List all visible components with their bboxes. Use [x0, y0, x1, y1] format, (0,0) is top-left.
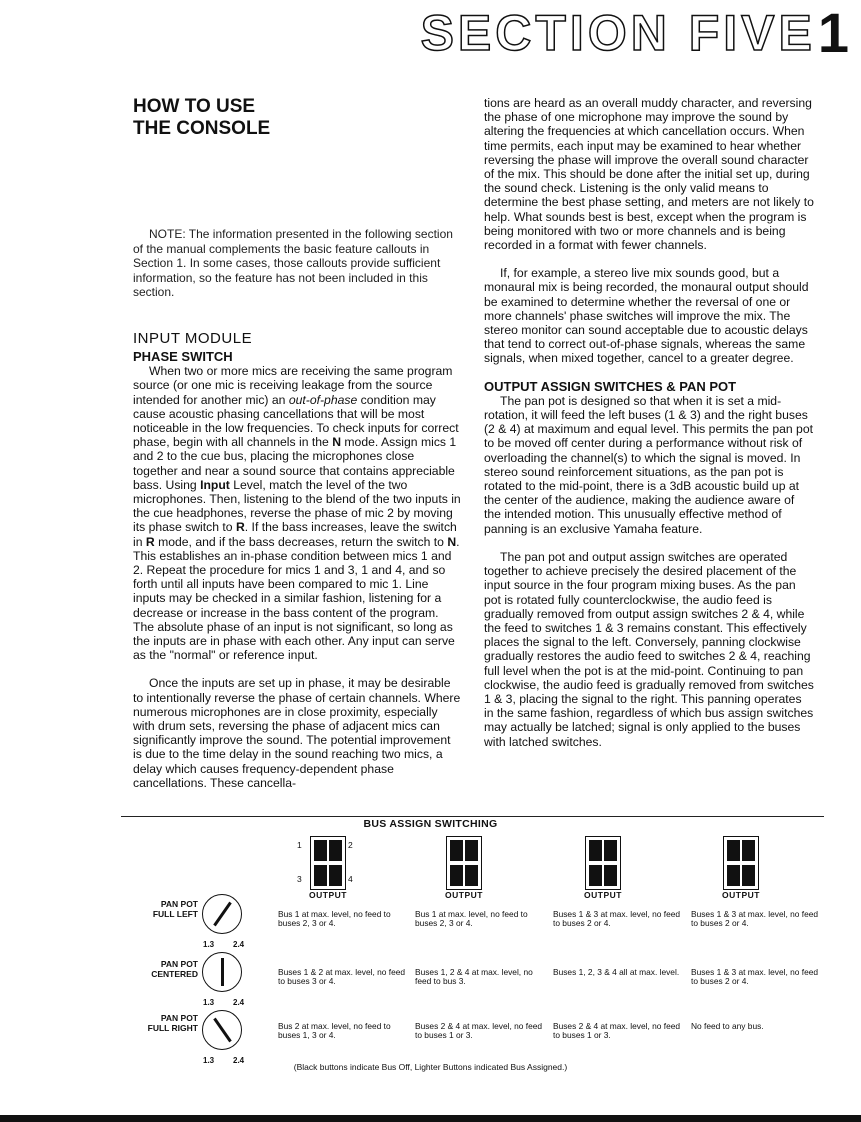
right-paragraph-1: tions are heard as an overall muddy character, and reversing the phase of one microphone may improve the sound by altering the frequencies at which cancellation occurs. When time permits, each input may be examined to hear whether reversing the phase will improve the overall sound character of the mix. This should be done after the initial set up, during the sound check. Listening is the only valid means to determine the best phase setting, and meters are not likely to help. What sounds best is best, except when the program is being monitored with two or more channels and is being recorded in a format with fewer channels. [484, 96, 814, 253]
pan-label-line: PAN POT [160, 1013, 198, 1023]
right-paragraph-4: The pan pot and output assign switches are operated together to achieve precisely the desired placement of the input source in the four program mixing buses. As the pan pot is rotated fully counterclockwise, the audio feed is gradually removed from output assign switches 2 & 4, while the feed to switches 1 & 3 remains constant. This effectively places the signal to the left. Conversely, panning clockwise gradually restores the audio feed to switches 2 & 4, reaching full level when the pot is at the mid-point. Continuing to pan clockwise, the audio feed is gradually removed from switches 1 & 3, placing the signal to the right. This panning operates in the same fashion, regardless of which bus assign switches may actually be latched; signal is only applied to the buses with latched switches. [484, 549, 814, 749]
switch-number-1: 1 [297, 840, 302, 850]
pan-label-full-right [118, 1014, 198, 1033]
section-word: SECTION FIVE [420, 5, 816, 61]
cell-r3-c2: Buses 2 & 4 at max. level, no feed to buses 1 or 3. [415, 1021, 543, 1041]
input-module-heading: INPUT MODULE [133, 330, 253, 347]
pan-label-line: FULL RIGHT [147, 1022, 198, 1033]
knob-scale-right: 2.4 [233, 1056, 245, 1065]
text-run: mode, and if the bass decreases, return the switch to [154, 534, 448, 549]
figure-title: BUS ASSIGN SWITCHING [363, 818, 498, 830]
bus-button-4 [604, 865, 617, 886]
knob-scale-left: 1.3 [203, 940, 215, 949]
bus-button-2 [742, 840, 755, 861]
text-run: mode. Assign mics 1 and 2 to the cue bus, placing the microphones close together and near a sound source that contains appreciable bass. Using [133, 435, 457, 492]
text-run: . If the bass increases, leave the switch in [133, 520, 457, 549]
bus-button-1 [314, 840, 327, 861]
cell-r1-c3: Buses 1 & 3 at max. level, no feed to buses 2 or 4. [553, 909, 681, 929]
bold-n: N [447, 534, 457, 549]
right-column [484, 96, 814, 749]
output-label: OUTPUT [584, 890, 622, 900]
phase-switch-heading: PHASE SWITCH [133, 349, 233, 364]
knob-pointer [213, 902, 232, 927]
cell-r1-c1: Bus 1 at max. level, no feed to buses 2, 3 or 4. [278, 909, 391, 929]
page-title-line-1: HOW TO USE [133, 96, 256, 117]
page-title [133, 96, 270, 140]
page-title-line-2: THE CONSOLE [133, 118, 271, 139]
phase-paragraph-1 [133, 364, 461, 662]
knob-scale-right: 2.4 [233, 940, 245, 949]
figure-rule [121, 816, 824, 817]
switch-number-3: 3 [297, 874, 302, 884]
pan-knob-full-right [202, 1010, 242, 1050]
text-run: Level, match the level of the two microphones. Then, listening to the blend of the two inputs in the cue headphones, reverse the phase of mic 2 by moving its phase switch to [133, 477, 461, 535]
bold-n: N [332, 435, 342, 450]
pan-label-line: PAN POT [160, 899, 198, 909]
knob-pointer [221, 958, 224, 986]
output-label: OUTPUT [445, 890, 483, 900]
knob-scale-right: 2.4 [233, 998, 245, 1007]
pan-label-line: PAN POT [160, 959, 198, 969]
bus-button-4 [465, 865, 478, 886]
left-column [133, 350, 461, 790]
bold-r: R [145, 534, 155, 549]
note-paragraph: NOTE: The information presented in the following section of the manual complements the basic feature callouts in Section 1. In some cases, those callouts provide sufficient information, so the feature has not been included in this section. [133, 227, 453, 299]
output-label: OUTPUT [309, 890, 347, 900]
cell-r3-c3: Buses 2 & 4 at max. level, no feed to buses 1 or 3. [553, 1021, 681, 1041]
cell-r3-c4: No feed to any bus. [691, 1021, 764, 1031]
output-assign-heading: OUTPUT ASSIGN SWITCHES & PAN POT [484, 378, 737, 394]
cell-r2-c1: Buses 1 & 2 at max. level, no feed to buses 3 or 4. [278, 967, 406, 987]
pan-label-centered [118, 960, 198, 979]
bus-button-4 [742, 865, 755, 886]
bus-button-3 [450, 865, 463, 886]
phase-paragraph-2: Once the inputs are set up in phase, it may be desirable to intentionally reverse the phase of certain channels. Where numerous microphones are in close proximity, especially with drum sets, reversing the phase of adjacent mics can significantly improve the sound. The potential improvement is due to the time delay in the sound reaching two mics, a delay which causes frequency-dependent phase cancellations. These cancella- [133, 676, 461, 790]
bus-button-2 [465, 840, 478, 861]
cell-r1-c2: Bus 1 at max. level, no feed to buses 2, 3 or 4. [415, 909, 528, 929]
knob-pointer [213, 1018, 232, 1043]
bus-button-1 [727, 840, 740, 861]
bus-button-3 [727, 865, 740, 886]
pan-knob-centered [202, 952, 242, 992]
bus-button-1 [450, 840, 463, 861]
right-paragraph-2: If, for example, a stereo live mix sounds good, but a monaural mix is being recorded, the monaural output should be examined to determine whether the reversal of one or more channels' phase switches will improve the mix. The stereo monitor can sound acceptable due to acoustic delays that tend to correct out-of-phase signals, whereas the same signals, when mixed together, cancel to a greater degree. [484, 266, 809, 366]
cell-r2-c2: Buses 1, 2 & 4 at max. level, no feed to bus 3. [415, 967, 533, 987]
switch-number-2: 2 [348, 840, 353, 850]
text-run: When two or more mics are receiving the same program source (or one mic is receiving leakage from the source intended for another mic) an [133, 364, 453, 407]
bold-r: R [235, 520, 245, 535]
bus-button-3 [589, 865, 602, 886]
bus-button-2 [604, 840, 617, 861]
knob-scale-left: 1.3 [203, 1056, 215, 1065]
pan-knob-full-left [202, 894, 242, 934]
pan-label-full-left [118, 900, 198, 919]
bus-button-4 [329, 865, 342, 886]
text-run: condition may cause acoustic phasing cancellations that will be most noticeable in the low frequencies. To check inputs for correct phase, begin with all channels in the [133, 392, 459, 450]
cell-r1-c4: Buses 1 & 3 at max. level, no feed to buses 2 or 4. [691, 909, 819, 929]
right-paragraph-3: The pan pot is designed so that when it is set a mid-rotation, it will feed the left buses (1 & 3) and the right buses (2 & 4) at maximum and equal level. This permits the pan pot to be moved off center during a performance without risk of overloading the channel(s) to which the signal is moved. In stereo sound reinforcement situations, as the pan pot is rotated to the mid-point, there is a 3dB acoustic build up at the center of the audience, making the audience aware of the intended motion. This unusually effective method of panning is an exclusive Yamaha feature. [484, 393, 813, 536]
cell-r2-c3: Buses 1, 2, 3 & 4 all at max. level. [553, 967, 680, 977]
bus-button-2 [329, 840, 342, 861]
pan-label-line: CENTERED [151, 968, 198, 979]
bus-button-1 [589, 840, 602, 861]
bold-input: Input [200, 477, 230, 492]
output-label: OUTPUT [722, 890, 760, 900]
bus-button-3 [314, 865, 327, 886]
text-run: . This establishes an in-phase condition between mics 1 and 2. Repeat the procedure for mics 1 and 3, 1 and 4, and so forth until all inputs have been compared to mic 1. Line inputs may be checked in a similar fashion, listening for a decrease or increase in the bass content of the program. The absolute phase of an input is not significant, so long as the inputs are in phase with each other. Any input can serve as the "normal" or reference input. [133, 534, 460, 663]
emphasis-out-of-phase: out-of-phase [288, 392, 358, 407]
section-number: 1 [817, 1, 849, 64]
section-header [420, 1, 849, 64]
pan-label-line: FULL LEFT [152, 908, 198, 919]
bottom-bar [0, 1115, 861, 1122]
knob-scale-left: 1.3 [203, 998, 215, 1007]
cell-r2-c4: Buses 1 & 3 at max. level, no feed to buses 2 or 4. [691, 967, 819, 987]
cell-r3-c1: Bus 2 at max. level, no feed to buses 1, 3 or 4. [278, 1021, 391, 1041]
figure-caption: (Black buttons indicate Bus Off, Lighter Buttons indicated Bus Assigned.) [293, 1062, 568, 1072]
switch-number-4: 4 [348, 874, 353, 884]
